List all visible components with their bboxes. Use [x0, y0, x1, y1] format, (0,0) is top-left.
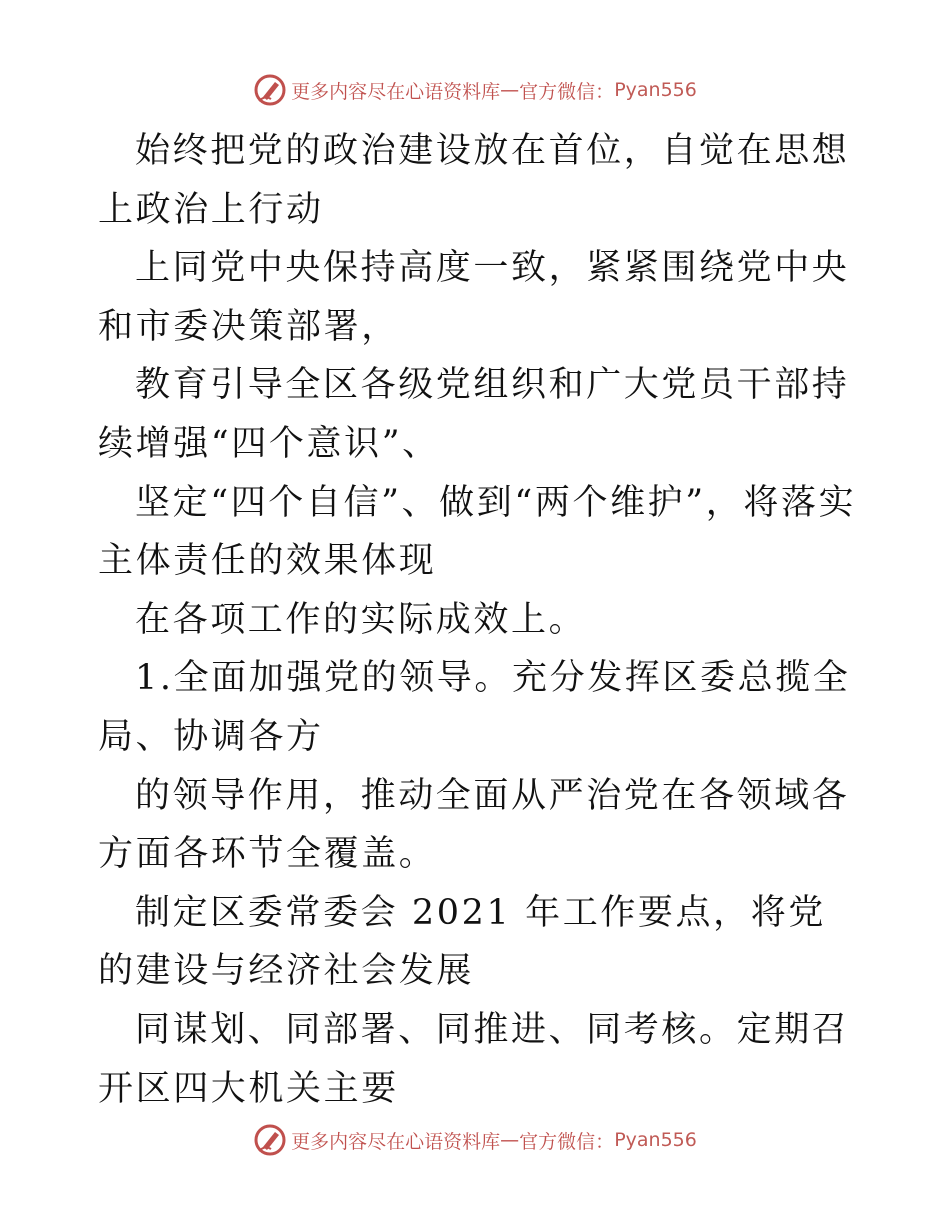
paragraph: 教育引导全区各级党组织和广大党员干部持续增强“四个意识”、: [98, 365, 850, 464]
footer-contact-label: 官方微信：: [519, 1130, 615, 1153]
header-watermark: [0, 70, 950, 110]
paragraph: 1.全面加强党的领导。充分发挥区委总揽全局、协调各方: [98, 658, 851, 757]
header-contact-id: Pyan556: [614, 79, 697, 101]
paragraph: 的领导作用，推动全面从严治党在各领域各方面各环节全覆盖。: [98, 775, 850, 875]
paragraph: 同谋划、同部署、同推进、同考核。定期召开区四大机关主要: [98, 1009, 850, 1109]
paragraph: 始终把党的政治建设放在首位，自觉在思想上政治上行动: [98, 131, 850, 230]
paragraph: 制定区委常委会 2021 年工作要点，将党的建设与经济社会发展: [98, 892, 826, 992]
footer-watermark: [0, 1120, 950, 1160]
header-contact-label: 官方微信：: [519, 80, 615, 103]
pen-seal-icon: [253, 1123, 287, 1157]
paragraph: 坚定“四个自信”、做到“两个维护”，将落实主体责任的效果体现: [98, 482, 857, 582]
document-body: [98, 122, 858, 1118]
pen-seal-icon: [253, 73, 287, 107]
header-dash: —: [500, 79, 520, 101]
paragraph: 上同党中央保持高度一致，紧紧围绕党中央和市委决策部署，: [98, 248, 850, 347]
header-brand-text: 更多内容尽在心语资料库: [291, 80, 501, 103]
footer-brand-text: 更多内容尽在心语资料库: [291, 1130, 501, 1153]
footer-contact-id: Pyan556: [614, 1129, 697, 1151]
footer-dash: —: [500, 1129, 520, 1151]
paragraph: 在各项工作的实际成效上。: [135, 599, 587, 640]
